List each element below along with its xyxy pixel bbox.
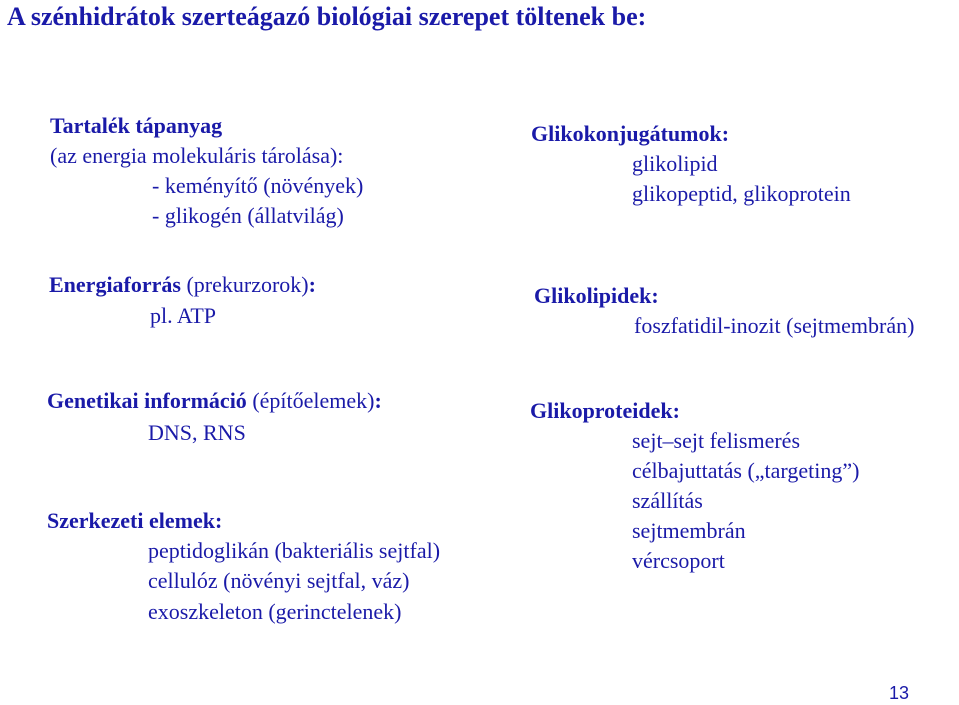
energy-heading [49,270,316,300]
structural-item: exoszkeleton (gerinctelenek) [148,599,402,624]
glycoproteins-item: vércsoport [632,548,725,573]
glycolipids-item: foszfatidil-inozit (sejtmembrán) [634,313,915,338]
genetic-example: DNS, RNS [148,420,246,445]
glycoproteins-item: sejt–sejt felismerés [632,428,801,453]
structural-item: cellulóz (növényi sejtfal, váz) [148,568,410,593]
energy-example: pl. ATP [150,303,217,328]
page-number: 13 [889,683,910,703]
glycoconjugates-item: glikopeptid, glikoprotein [632,181,851,206]
reserve-item: - glikogén (állatvilág) [152,203,344,228]
genetic-heading [47,386,382,416]
glycoproteins-heading: Glikoproteidek: [530,398,680,423]
energy-heading-rest: (prekurzorok) [180,272,309,297]
glycoproteins-item: célbajuttatás („targeting”) [632,458,860,483]
glycoconjugates-item: glikolipid [632,151,718,176]
glycolipids-heading: Glikolipidek: [534,283,659,308]
structural-item: peptidoglikán (bakteriális sejtfal) [148,538,441,563]
glycoproteins-item: sejtmembrán [632,518,746,543]
reserve-item: - keményítő (növények) [152,173,364,198]
energy-heading-colon: : [308,272,316,297]
glycoconjugates-heading: Glikokonjugátumok: [531,121,730,146]
genetic-heading-colon: : [374,388,382,413]
slide-title: A szénhidrátok szerteágazó biológiai szerepet töltenek be: [7,2,647,31]
reserve-heading: Tartalék tápanyag [50,113,223,138]
reserve-subtitle: (az energia molekuláris tárolása): [50,143,344,168]
energy-heading-bold: Energiaforrás [49,272,181,297]
glycoproteins-item: szállítás [632,488,703,513]
structural-heading: Szerkezeti elemek: [47,508,223,533]
genetic-heading-bold: Genetikai információ [47,388,247,413]
genetic-heading-rest: (építőelemek) [246,388,375,413]
